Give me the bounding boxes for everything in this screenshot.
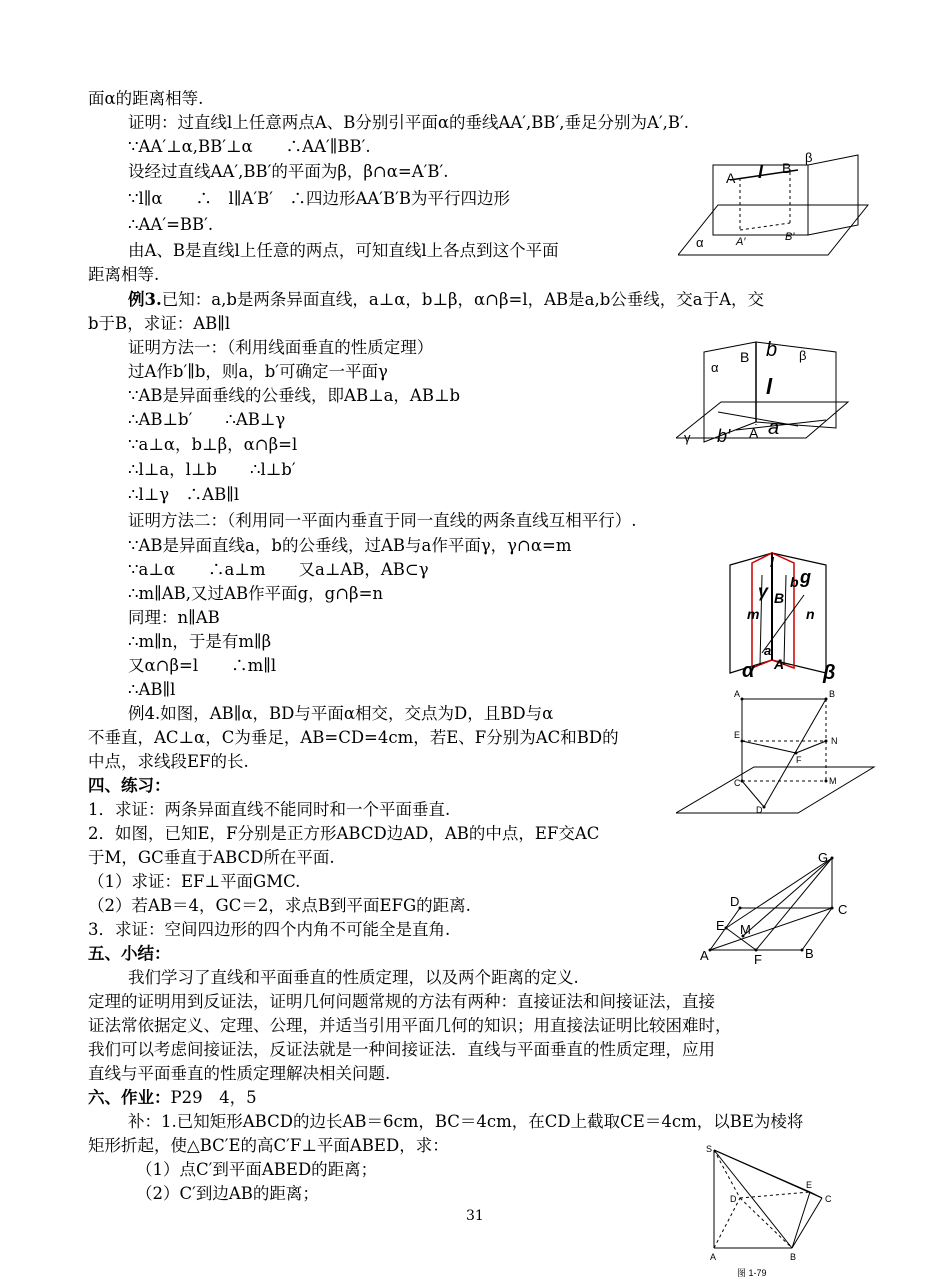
label-g: g — [800, 567, 811, 587]
label-l: l — [758, 162, 764, 182]
label-B: B — [740, 349, 750, 365]
text-line: 不垂直，AC⊥α，C为垂足，AB=CD=4cm，若E、F分别为AC和BD的 — [88, 728, 619, 747]
label-A: A — [734, 689, 741, 699]
figure-caption: 图 1-79 — [737, 1268, 767, 1278]
text-line: 1．求证：两条异面直线不能同时和一个平面垂直. — [88, 800, 451, 819]
label-b-prime: b′ — [717, 426, 731, 446]
text-line: 由A、B是直线l上任意的两点，可知直线l上各点到这个平面 — [128, 241, 559, 260]
label-n: n — [806, 606, 815, 622]
figure-1-79 — [702, 1140, 842, 1280]
figure-perpendicular-planes — [722, 545, 852, 685]
label-m: m — [747, 606, 760, 622]
label-B: B — [805, 946, 814, 961]
section-heading-homework: 六、作业： — [88, 1088, 171, 1107]
text-line: （2）若AB＝4，GC＝2，求点B到平面EFG的距离. — [88, 896, 471, 915]
text-line: ∴l⊥γ ∴AB∥l — [128, 485, 240, 504]
text-line: 证明方法二：（利用同一平面内垂直于同一直线的两条直线互相平行）. — [128, 511, 637, 530]
text-line: ∴AB⊥b′ ∴AB⊥γ — [128, 410, 286, 429]
text-line: ∴m∥AB,又过AB作平面g，g∩β=n — [128, 584, 384, 603]
label-beta: β — [799, 348, 807, 363]
text-line: 证法常依据定义、定理、公理，并适当引用平面几何的知识；用直接法证明比较困难时， — [88, 1016, 732, 1035]
label-B-prime: B′ — [785, 231, 795, 243]
text-line: 直线与平面垂直的性质定理解决相关问题. — [88, 1064, 391, 1083]
figure-skew-lines-planes — [676, 330, 851, 450]
label-alpha: α — [696, 235, 704, 250]
text-line: 设经过直线AA′,BB′的平面为β，β∩α=A′B′. — [128, 162, 449, 181]
label-C: C — [734, 778, 741, 788]
text-line: 于M，GC垂直于ABCD所在平面. — [88, 848, 335, 867]
example-3-text: 已知：a,b是两条异面直线，a⊥α，b⊥β，α∩β=l，AB是a,b公垂线，交a于A，交 — [161, 290, 765, 309]
label-D: D — [730, 1194, 737, 1204]
text-line: ∵a⊥α ∴a⊥m 又a⊥AB，AB⊂γ — [128, 560, 429, 579]
label-a: a — [764, 643, 772, 658]
text-line: ∵AA′⊥α,BB′⊥α ∴AA′∥BB′. — [128, 137, 371, 156]
text-line: b于B，求证：AB∥l — [88, 314, 231, 333]
text-line: 例4.如图，AB∥α，BD与平面α相交，交点为D，且BD与α — [128, 704, 554, 723]
label-b: b — [766, 339, 778, 361]
homework-text: P29 4，5 — [170, 1088, 257, 1107]
label-A-prime: A′ — [736, 236, 746, 248]
label-E: E — [734, 730, 741, 740]
text-line: ∵AB是异面直线a，b的公垂线，过AB与a作平面γ，γ∩α=m — [128, 536, 572, 555]
label-a: a — [768, 417, 780, 439]
label-beta: β — [805, 150, 813, 165]
text-line: 矩形折起，使△BC′E的高C′F⊥平面ABED，求： — [88, 1136, 449, 1155]
label-E: E — [806, 1180, 813, 1190]
text-line: 3．求证：空间四边形的四个内角不可能全是直角. — [88, 920, 451, 939]
homework-line — [88, 1087, 257, 1109]
label-N: N — [831, 736, 838, 746]
label-alpha: α — [711, 360, 719, 375]
label-alpha: α — [742, 660, 755, 682]
text-line: 2．如图，已知E，F分别是正方形ABCD边AD，AB的中点，EF交AC — [88, 824, 600, 843]
label-B: B — [774, 590, 785, 606]
label-A: A — [700, 948, 709, 963]
text-line: ∴m∥n，于是有m∥β — [128, 632, 272, 651]
text-line: ∵AB是异面垂线的公垂线，即AB⊥a，AB⊥b — [128, 386, 461, 405]
label-A: A — [726, 170, 736, 186]
text-line: ∴AA′=BB′. — [128, 215, 214, 234]
label-C: C — [838, 902, 848, 917]
text-line: 我们学习了直线和平面垂直的性质定理，以及两个距离的定义. — [128, 968, 579, 987]
text-line: 我们可以考虑间接证法，反证法就是一种间接证法．直线与平面垂直的性质定理，应用 — [88, 1040, 715, 1059]
section-heading-summary: 五、小结： — [88, 944, 171, 963]
label-beta: β — [823, 662, 836, 684]
label-E: E — [716, 918, 725, 933]
section-heading-practice: 四、练习： — [88, 776, 171, 795]
label-gamma: γ — [684, 430, 691, 445]
label-D: D — [756, 805, 763, 815]
label-A: A — [774, 656, 785, 672]
text-line: （2）C′到边AB的距离； — [136, 1184, 319, 1203]
label-F: F — [754, 952, 762, 966]
label-b: b — [790, 574, 799, 590]
label-M: M — [740, 922, 751, 937]
text-line: 证明方法一：（利用线面垂直的性质定理） — [128, 338, 434, 357]
text-line: ∵a⊥α，b⊥β，α∩β=l — [128, 435, 298, 454]
label-D: D — [730, 894, 740, 909]
text-line: （1）求证：EF⊥平面GMC. — [88, 872, 301, 891]
text-line: 补：1.已知矩形ABCD的边长AB＝6cm，BC＝4cm，在CD上截取CE＝4cm，以BE为棱将 — [128, 1112, 804, 1131]
label-B: B — [782, 160, 792, 176]
figure-square-pyramid — [698, 848, 858, 966]
label-l: l — [766, 374, 773, 399]
label-A: A — [749, 425, 759, 441]
text-line: ∵l∥α ∴ l∥A′B′ ∴四边形AA′B′B为平行四边形 — [128, 189, 511, 208]
label-M: M — [829, 776, 837, 786]
label-C: C — [825, 1194, 832, 1204]
page-number: 31 — [466, 1208, 484, 1224]
text-line: 又α∩β=l ∴m∥l — [128, 656, 277, 675]
text-line: 同理：n∥AB — [128, 608, 220, 627]
label-B: B — [790, 1252, 797, 1262]
label-gamma: γ — [758, 581, 769, 601]
text-line: （1）点C′到平面ABED的距离； — [136, 1160, 378, 1179]
text-line: ∴AB∥l — [128, 680, 176, 699]
label-S: S — [706, 1144, 713, 1154]
label-l: l — [770, 554, 774, 570]
label-B: B — [829, 689, 836, 699]
label-G: G — [818, 850, 829, 865]
label-F: F — [796, 755, 802, 765]
text-line: 面α的距离相等. — [88, 89, 204, 108]
text-line: ∴l⊥a，l⊥b ∴l⊥b′ — [128, 460, 296, 479]
label-A: A — [710, 1252, 717, 1262]
figure-parallel-line-plane — [678, 145, 878, 260]
text-line: 中点，求线段EF的长. — [88, 752, 249, 771]
text-line: 证明：过直线l上任意两点A、B分别引平面α的垂线AA′,BB′,垂足分别为A′,B′. — [128, 113, 690, 132]
text-line: 定理的证明用到反证法，证明几何问题常规的方法有两种：直接证法和间接证法，直接 — [88, 992, 715, 1011]
example-3-label: 例3. — [128, 290, 162, 309]
figure-example-4 — [676, 685, 876, 820]
example-3 — [128, 289, 764, 311]
text-line: 过A作b′∥b，则a，b′可确定一平面γ — [128, 362, 388, 381]
text-line: 距离相等. — [88, 265, 160, 284]
